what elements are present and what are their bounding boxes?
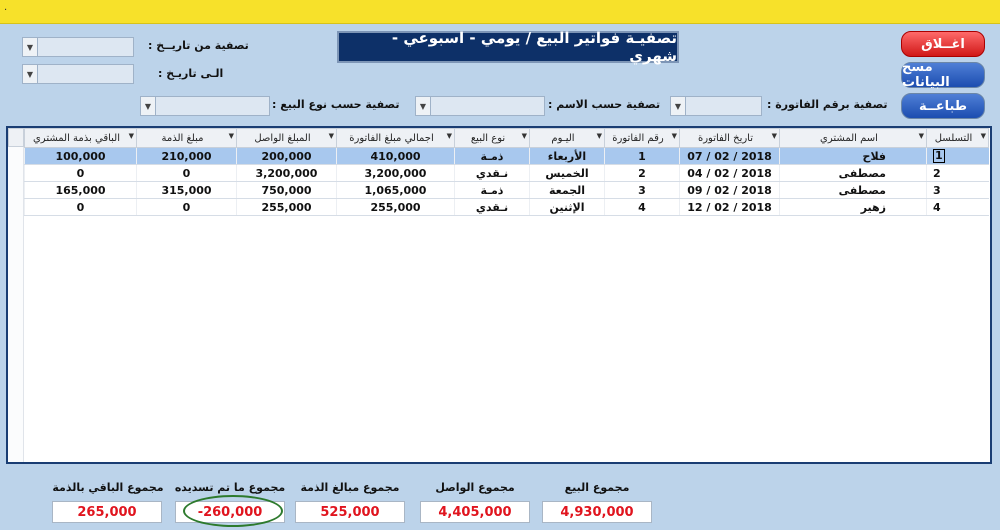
chevron-down-icon[interactable]: ▼ bbox=[328, 132, 334, 140]
cell-remaining[interactable]: 100,000 bbox=[25, 148, 137, 165]
cell-total[interactable]: 1,065,000 bbox=[337, 182, 455, 199]
total-sales-label: مجموع البيع bbox=[564, 481, 630, 494]
highlight-circle bbox=[183, 495, 283, 527]
cell-credit[interactable]: 0 bbox=[137, 199, 237, 216]
corner-dot: . bbox=[4, 2, 8, 13]
col-header-date[interactable]: تاريخ الفاتورة ▼ bbox=[680, 129, 780, 148]
total-sales-value: 4,930,000 bbox=[542, 501, 652, 523]
total-credit-value: 525,000 bbox=[295, 501, 405, 523]
print-button[interactable]: طباعــة bbox=[901, 93, 985, 119]
col-header-day[interactable]: اليـوم ▼ bbox=[530, 129, 605, 148]
total-paid-label: مجموع الواصل bbox=[435, 481, 515, 494]
col-header-invoice[interactable]: رقم الفاتورة ▼ bbox=[605, 129, 680, 148]
cell-remaining[interactable]: 0 bbox=[25, 199, 137, 216]
cell-paid[interactable]: 255,000 bbox=[237, 199, 337, 216]
cell-type[interactable]: ذمـة bbox=[455, 182, 530, 199]
top-bar bbox=[0, 0, 1000, 24]
cell-total[interactable]: 3,200,000 bbox=[337, 165, 455, 182]
cell-credit[interactable]: 315,000 bbox=[137, 182, 237, 199]
cell-date[interactable]: 2018 / 02 / 09 bbox=[680, 182, 780, 199]
chevron-down-icon[interactable]: ▼ bbox=[23, 38, 38, 56]
chevron-down-icon[interactable]: ▼ bbox=[141, 97, 156, 115]
chevron-down-icon[interactable]: ▼ bbox=[596, 132, 602, 140]
cell-type[interactable]: ذمـة bbox=[455, 148, 530, 165]
by-name-label: تصفية حسب الاسم : bbox=[548, 98, 661, 111]
invoice-no-combo[interactable] bbox=[670, 96, 762, 116]
chevron-down-icon[interactable]: ▼ bbox=[671, 97, 686, 115]
invoice-no-label: تصفية برقم الفاتورة : bbox=[767, 98, 888, 111]
cell-day[interactable]: الجمعة bbox=[530, 182, 605, 199]
total-remaining-label: مجموع الباقي بالذمة bbox=[52, 481, 164, 494]
cell-credit[interactable]: 0 bbox=[137, 165, 237, 182]
cell-credit[interactable]: 210,000 bbox=[137, 148, 237, 165]
cell-day[interactable]: الأربعاء bbox=[530, 148, 605, 165]
chevron-down-icon[interactable]: ▼ bbox=[128, 132, 134, 140]
chevron-down-icon[interactable]: ▼ bbox=[23, 65, 38, 83]
col-header-credit[interactable]: مبلغ الذمة ▼ bbox=[137, 129, 237, 148]
chevron-down-icon[interactable]: ▼ bbox=[228, 132, 234, 140]
cell-remaining[interactable]: 0 bbox=[25, 165, 137, 182]
active-cell[interactable]: 1 bbox=[935, 149, 943, 162]
cell-invoice[interactable]: 2 bbox=[605, 165, 680, 182]
chevron-down-icon[interactable]: ▼ bbox=[521, 132, 527, 140]
cell-customer[interactable]: مصطفى bbox=[780, 182, 927, 199]
cell-invoice[interactable]: 4 bbox=[605, 199, 680, 216]
invoices-table bbox=[24, 128, 989, 216]
invoices-grid[interactable] bbox=[6, 126, 992, 464]
cell-seq[interactable]: 2 bbox=[927, 165, 989, 182]
chevron-down-icon[interactable]: ▼ bbox=[980, 132, 986, 140]
cell-total[interactable]: 255,000 bbox=[337, 199, 455, 216]
cell-seq[interactable]: 3 bbox=[927, 182, 989, 199]
from-date-label: تصفية من تاريــخ : bbox=[148, 39, 249, 52]
cell-paid[interactable]: 3,200,000 bbox=[237, 165, 337, 182]
cell-paid[interactable]: 750,000 bbox=[237, 182, 337, 199]
table-row[interactable] bbox=[25, 148, 989, 165]
col-header-customer[interactable]: اسم المشتري ▼ bbox=[780, 129, 927, 148]
by-name-combo[interactable] bbox=[415, 96, 545, 116]
sale-type-label: تصفية حسب نوع البيع : bbox=[272, 98, 400, 111]
cell-invoice[interactable]: 3 bbox=[605, 182, 680, 199]
cell-customer[interactable]: زهير bbox=[780, 199, 927, 216]
sale-type-combo[interactable] bbox=[140, 96, 270, 116]
cell-customer[interactable]: فلاح bbox=[780, 148, 927, 165]
chevron-down-icon[interactable]: ▼ bbox=[918, 132, 924, 140]
col-header-type[interactable]: نوع البيع ▼ bbox=[455, 129, 530, 148]
cell-day[interactable]: الخميس bbox=[530, 165, 605, 182]
col-header-paid[interactable]: المبلغ الواصل ▼ bbox=[237, 129, 337, 148]
to-date-combo[interactable] bbox=[22, 64, 134, 84]
col-header-total[interactable]: اجمالي مبلغ الفاتورة ▼ bbox=[337, 129, 455, 148]
grid-corner[interactable] bbox=[8, 128, 24, 147]
cell-paid[interactable]: 200,000 bbox=[237, 148, 337, 165]
total-remaining-value: 265,000 bbox=[52, 501, 162, 523]
table-row[interactable] bbox=[25, 165, 989, 182]
total-paid-value: 4,405,000 bbox=[420, 501, 530, 523]
total-settled-value: -260,000 bbox=[175, 501, 285, 523]
chevron-down-icon[interactable]: ▼ bbox=[446, 132, 452, 140]
close-button[interactable]: اغــلاق bbox=[901, 31, 985, 57]
chevron-down-icon[interactable]: ▼ bbox=[416, 97, 431, 115]
col-header-remaining[interactable]: الباقي بذمة المشتري ▼ bbox=[25, 129, 137, 148]
cell-day[interactable]: الإثنين bbox=[530, 199, 605, 216]
col-header-seq[interactable]: التسلسل ▼ bbox=[927, 129, 989, 148]
chevron-down-icon[interactable]: ▼ bbox=[771, 132, 777, 140]
total-settled-label: مجموع ما تم تسديده bbox=[174, 481, 286, 494]
cell-seq[interactable]: 4 bbox=[927, 199, 989, 216]
cell-remaining[interactable]: 165,000 bbox=[25, 182, 137, 199]
to-date-label: الـى تاريـخ : bbox=[158, 67, 224, 80]
cell-date[interactable]: 2018 / 02 / 07 bbox=[680, 148, 780, 165]
cell-type[interactable]: نـقدي bbox=[455, 165, 530, 182]
cell-date[interactable]: 2018 / 02 / 12 bbox=[680, 199, 780, 216]
cell-type[interactable]: نـقدي bbox=[455, 199, 530, 216]
clear-data-button[interactable]: مسح البيانات bbox=[901, 62, 985, 88]
chevron-down-icon[interactable]: ▼ bbox=[671, 132, 677, 140]
from-date-combo[interactable] bbox=[22, 37, 134, 57]
row-selector-column[interactable] bbox=[8, 147, 24, 463]
cell-invoice[interactable]: 1 bbox=[605, 148, 680, 165]
cell-date[interactable]: 2018 / 02 / 04 bbox=[680, 165, 780, 182]
table-row[interactable] bbox=[25, 199, 989, 216]
cell-customer[interactable]: مصطفى bbox=[780, 165, 927, 182]
table-header-row bbox=[25, 129, 989, 148]
cell-total[interactable]: 410,000 bbox=[337, 148, 455, 165]
total-credit-label: مجموع مبالغ الذمة bbox=[300, 481, 400, 494]
table-row[interactable] bbox=[25, 182, 989, 199]
page-title: تصفيـة فواتير البيع / يومي - اسبوعي - شهري bbox=[337, 31, 679, 63]
